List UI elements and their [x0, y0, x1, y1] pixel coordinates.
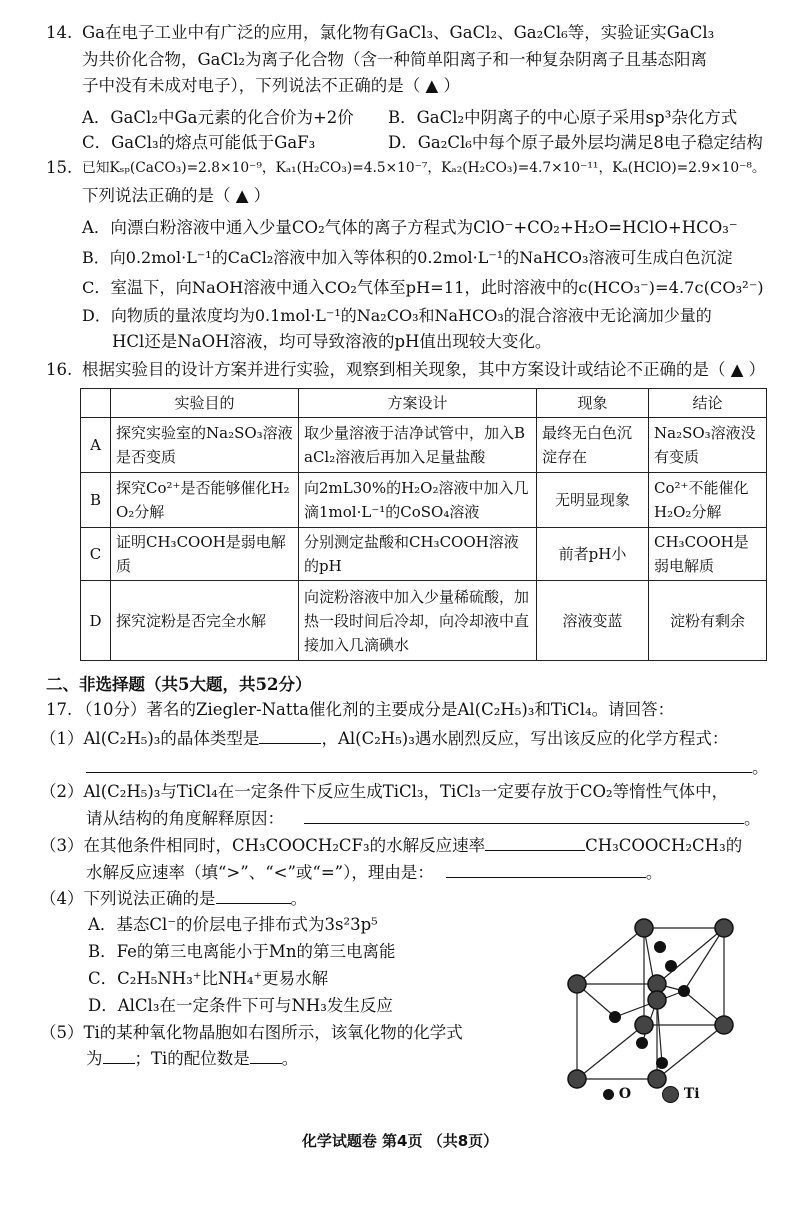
cell-purpose: 探究实验室的Na₂SO₃溶液是否变质: [111, 418, 299, 473]
q15-option-d: D．向物质的量浓度均为0.1mol·L⁻¹的Na₂CO₃和NaHCO₃的混合溶液中无论滴加少量的: [82, 306, 712, 325]
row-label: C: [81, 528, 111, 581]
titanium-atom: [715, 919, 733, 937]
q17-part1-text: ，Al(C₂H₅)₃遇水剧烈反应，写出该反应的化学方程式：: [321, 729, 729, 748]
q14-stem-line: 子中没有未成对电子），下列说法不正确的是（ ▲ ）: [82, 76, 460, 95]
q14-option-c: C．GaCl₃的熔点可能低于GaF₃: [82, 133, 316, 152]
q17-part2-cont: [86, 807, 761, 830]
q17-part3-text: CH₃COOCH₂CH₃的: [585, 836, 743, 855]
table-header-row: [81, 389, 767, 418]
q17-part4-option-c: C．C₂H₅NH₃⁺比NH₄⁺更易水解: [88, 969, 329, 988]
crystal-cell-figure: [560, 895, 780, 1105]
q17-part3-text: （3）在其他条件相同时，CH₃COOCH₂CF₃的水解反应速率: [40, 836, 486, 855]
table-row: [81, 581, 767, 661]
oxygen-atom: [609, 1011, 621, 1023]
titanium-atoms: [568, 919, 733, 1088]
q14-stem-line: 为共价化合物，GaCl₂为离子化合物（含一种简单阳离子和一种复杂阴离子且基态阳离: [82, 50, 708, 69]
cell-conclusion: Co²⁺不能催化H₂O₂分解: [649, 473, 767, 528]
q16-number: 16.: [46, 360, 73, 379]
table-row: [81, 418, 767, 473]
answer-blank[interactable]: [103, 1047, 135, 1064]
oxygen-atom: [636, 1037, 648, 1049]
q17-part5: （5）Ti的某种氧化物晶胞如右图所示，该氧化物的化学式: [40, 1023, 463, 1042]
q17-part4-option-d: D．AlCl₃在一定条件下可与NH₃发生反应: [88, 996, 393, 1015]
period: 。: [744, 809, 761, 828]
answer-blank[interactable]: [259, 727, 321, 744]
cell-conclusion: Na₂SO₃溶液没有变质: [649, 418, 767, 473]
table-row: [81, 473, 767, 528]
oxygen-legend-icon: [603, 1089, 614, 1100]
q17-part4-option-b: B．Fe的第三电离能小于Mn的第三电离能: [88, 942, 396, 961]
page-footer: 化学试题卷 第4页 （共8页）: [301, 1132, 499, 1150]
cell-phenomenon: 无明显现象: [537, 473, 649, 528]
q17-stem: （10分）著名的Ziegler-Natta催化剂的主要成分是Al(C₂H₅)₃和TiCl₄。请回答：: [76, 700, 675, 719]
q15-option-b: B．向0.2mol·L⁻¹的CaCl₂溶液中加入等体积的0.2mol·L⁻¹的NaHCO₃溶液可生成白色沉淀: [82, 248, 733, 267]
q17-part5-text: 为: [86, 1049, 103, 1068]
q15-option-d-cont: HCl还是NaOH溶液，均可导致溶液的pH值出现较大变化。: [112, 332, 552, 351]
cell-phenomenon: 溶液变蓝: [537, 581, 649, 661]
q17-part3-text: 水解反应速率（填“>”、“<”或“=”），理由是：: [86, 863, 434, 882]
q14-option-b: B．GaCl₂中阴离子的中心原子采用sp³杂化方式: [388, 108, 738, 127]
q17-part4-text: （4）下列说法正确的是: [40, 889, 216, 908]
cell-design: 向淀粉溶液中加入少量稀硫酸，加热一段时间后冷却，向冷却液中直接加入几滴碘水: [299, 581, 537, 661]
row-label: A: [81, 418, 111, 473]
q14-number: 14.: [46, 23, 73, 42]
q15-stem-line: 下列说法正确的是（ ▲ ）: [82, 186, 271, 205]
period: 。: [645, 863, 663, 882]
q17-part2-text: 请从结构的角度解释原因：: [86, 809, 284, 828]
q17-part1-text: （1）Al(C₂H₅)₃的晶体类型是: [40, 729, 260, 748]
table-header: 方案设计: [299, 389, 537, 418]
oxygen-atom: [654, 941, 666, 953]
cell-purpose: 探究Co²⁺是否能够催化H₂O₂分解: [111, 473, 299, 528]
q15-stem-line: 已知Kₛₚ(CaCO₃)=2.8×10⁻⁹，Kₐ₁(H₂CO₃)=4.5×10⁻⁷，Kₐ₂(H₂CO₃)=4.7×10⁻¹¹，Kₐ(HClO)=2.9×10⁻⁸。: [82, 160, 766, 176]
q17-part4-option-a: A．基态Cl⁻的价层电子排布式为3s²3p⁵: [88, 915, 378, 934]
q17-part5-text: ；Ti的配位数是: [134, 1049, 250, 1068]
answer-blank[interactable]: [216, 887, 291, 904]
period: 。: [752, 758, 769, 777]
answer-blank[interactable]: [304, 807, 744, 824]
titanium-atom: [715, 1016, 733, 1034]
oxygen-atom: [678, 985, 690, 997]
titanium-legend-icon: [662, 1086, 679, 1103]
titanium-atom: [635, 919, 653, 937]
table-header: 实验目的: [111, 389, 299, 418]
oxygen-legend-label: O: [618, 1086, 632, 1102]
cell-conclusion: 淀粉有剩余: [649, 581, 767, 661]
titanium-atom: [568, 975, 586, 993]
period: 。: [290, 889, 307, 908]
titanium-atom: [635, 1016, 653, 1034]
q15-option-a: A．向漂白粉溶液中通入少量CO₂气体的离子方程式为ClO⁻+CO₂+H₂O=HClO+HCO₃⁻: [82, 218, 738, 237]
q16-stem: 根据实验目的设计方案并进行实验，观察到相关现象，其中方案设计或结论不正确的是（ ▲ ）: [82, 360, 766, 379]
row-label: D: [81, 581, 111, 661]
oxygen-atom: [665, 960, 677, 972]
answer-blank[interactable]: [86, 756, 752, 773]
period: 。: [281, 1049, 299, 1068]
cell-design: 向2mL30%的H₂O₂溶液中加入几滴1mol·L⁻¹的CoSO₄溶液: [299, 473, 537, 528]
table-header: 结论: [649, 389, 767, 418]
q17-part4: [40, 887, 307, 910]
q17-part2: （2）Al(C₂H₅)₃与TiCl₄在一定条件下反应生成TiCl₃，TiCl₃一定要存放于CO₂等惰性气体中，: [40, 782, 729, 801]
row-label: B: [81, 473, 111, 528]
q15-number: 15.: [46, 158, 73, 177]
section-heading: 二、非选择题（共5大题，共52分）: [46, 675, 312, 694]
cell-phenomenon: 前者pH小: [537, 528, 649, 581]
table-row: [81, 528, 767, 581]
q17-number: 17.: [46, 700, 73, 719]
cell-purpose: 证明CH₃COOH是弱电解质: [111, 528, 299, 581]
cell-conclusion: CH₃COOH是弱电解质: [649, 528, 767, 581]
q17-part3-cont: [86, 861, 662, 884]
q15-option-c: C．室温下，向NaOH溶液中通入CO₂气体至pH=11，此时溶液中的c(HCO₃⁻)=4.7c(CO₃²⁻): [82, 278, 764, 297]
cell-design: 分别测定盐酸和CH₃COOH溶液的pH: [299, 528, 537, 581]
answer-blank[interactable]: [485, 834, 585, 851]
q17-part3: [40, 834, 742, 857]
cell-design: 取少量溶液于洁净试管中，加入BaCl₂溶液后再加入足量盐酸: [299, 418, 537, 473]
q16-table: [80, 388, 767, 661]
oxygen-atom: [656, 1057, 668, 1069]
q17-part1-answer-line: [86, 756, 769, 779]
answer-blank[interactable]: [250, 1047, 282, 1064]
table-header: 现象: [537, 389, 649, 418]
answer-blank[interactable]: [446, 861, 646, 878]
q17-part1: [40, 727, 728, 750]
titanium-atom: [648, 991, 666, 1009]
figure-legend: [603, 1083, 700, 1105]
q17-part5-cont: [86, 1047, 298, 1070]
q14-option-d: D．Ga₂Cl₆中每个原子最外层均满足8电子稳定结构: [388, 133, 763, 152]
titanium-legend-label: Ti: [683, 1086, 700, 1102]
cell-phenomenon: 最终无白色沉淀存在: [537, 418, 649, 473]
cell-purpose: 探究淀粉是否完全水解: [111, 581, 299, 661]
table-header-blank: [81, 389, 111, 418]
q14-option-a: A．GaCl₂中Ga元素的化合价为+2价: [82, 108, 354, 127]
titanium-atom: [568, 1070, 586, 1088]
q14-stem-line: Ga在电子工业中有广泛的应用，氯化物有GaCl₃、GaCl₂、Ga₂Cl₆等，实验证实GaCl₃: [82, 23, 715, 42]
